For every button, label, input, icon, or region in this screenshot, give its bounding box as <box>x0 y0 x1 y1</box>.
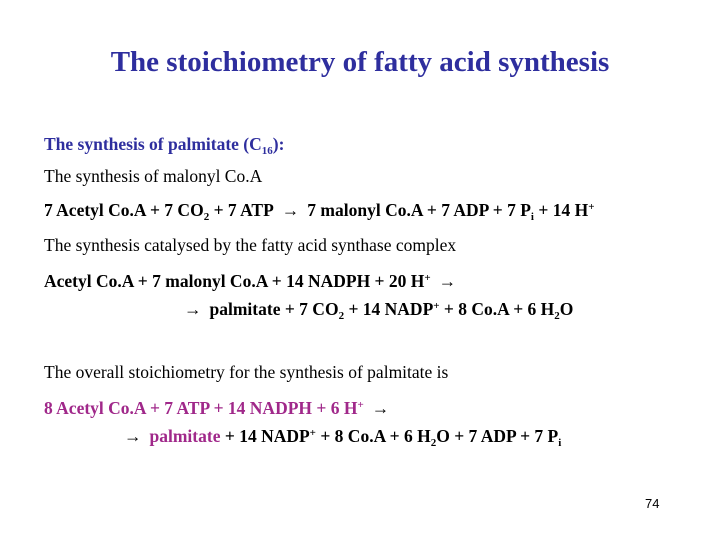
eq2-line2-b-sup: + <box>433 300 440 312</box>
eq2-line1-sup: + <box>424 272 431 284</box>
eq2-line2-c-sub: 2 <box>554 310 560 322</box>
eq2-line2-c: + 8 Co.A + 6 H <box>439 299 555 319</box>
eq1-rhs-b: + 14 H <box>533 200 589 220</box>
eq3-line2-a-sup: + <box>309 427 316 439</box>
eq2-line1-text: Acetyl Co.A + 7 malonyl Co.A + 14 NADPH + 20 H <box>44 271 425 291</box>
eq1-lhs-b: + 7 ATP <box>209 200 274 220</box>
reaction-arrow-icon: → <box>281 200 300 220</box>
eq2-line2-d: O <box>559 299 574 319</box>
eq3-line2-c: O + 7 ADP + 7 P <box>436 426 559 446</box>
overall-title: The overall stoichiometry for the synthesis of palmitate is <box>44 362 449 382</box>
eq3-palmitate: palmitate <box>149 426 221 446</box>
reaction-arrow-icon: → <box>184 299 202 319</box>
malonyl-equation <box>44 200 595 223</box>
reaction-arrow-icon: → <box>371 398 390 418</box>
eq3-line2-a: + 14 NADP <box>220 426 310 446</box>
fas-equation-line1 <box>44 273 464 291</box>
overall-equation-line1 <box>44 400 397 418</box>
eq3-line2-b: + 8 Co.A + 6 H <box>315 426 431 446</box>
palmitate-heading-text: The synthesis of palmitate (C <box>44 134 262 154</box>
eq1-rhs-a: 7 malonyl Co.A + 7 ADP + 7 P <box>307 200 531 220</box>
eq1-rhs-a-sub: i <box>530 211 534 223</box>
overall-equation-line2 <box>124 426 562 449</box>
fas-equation-line2 <box>184 299 574 322</box>
eq3-line1-text: 8 Acetyl Co.A + 7 ATP + 14 NADPH + 6 H <box>44 398 358 418</box>
fas-title: The synthesis catalysed by the fatty acid synthase complex <box>44 235 457 255</box>
eq1-rhs-b-sup: + <box>588 201 595 213</box>
eq3-line2-b-sub: 2 <box>430 437 437 449</box>
palmitate-heading <box>44 134 285 157</box>
reaction-arrow-icon: → <box>438 271 457 291</box>
eq2-line2-a-sub: 2 <box>338 310 345 322</box>
eq2-line2-a: palmitate + 7 CO <box>209 299 339 319</box>
slide-title: The stoichiometry of fatty acid synthesis <box>110 46 610 78</box>
reaction-arrow-icon: → <box>124 426 142 446</box>
eq2-line2-b: + 14 NADP <box>344 299 434 319</box>
eq3-line2-c-sub: i <box>558 437 562 449</box>
malonyl-title: The synthesis of malonyl Co.A <box>44 166 263 186</box>
eq1-lhs-a: 7 Acetyl Co.A + 7 CO <box>44 200 204 220</box>
page-number: 74 <box>645 496 660 511</box>
eq3-line1-sup: + <box>357 399 364 411</box>
eq1-lhs-a-sub: 2 <box>203 211 210 223</box>
palmitate-heading-sub: 16 <box>261 145 273 157</box>
palmitate-heading-tail: ): <box>272 134 285 154</box>
